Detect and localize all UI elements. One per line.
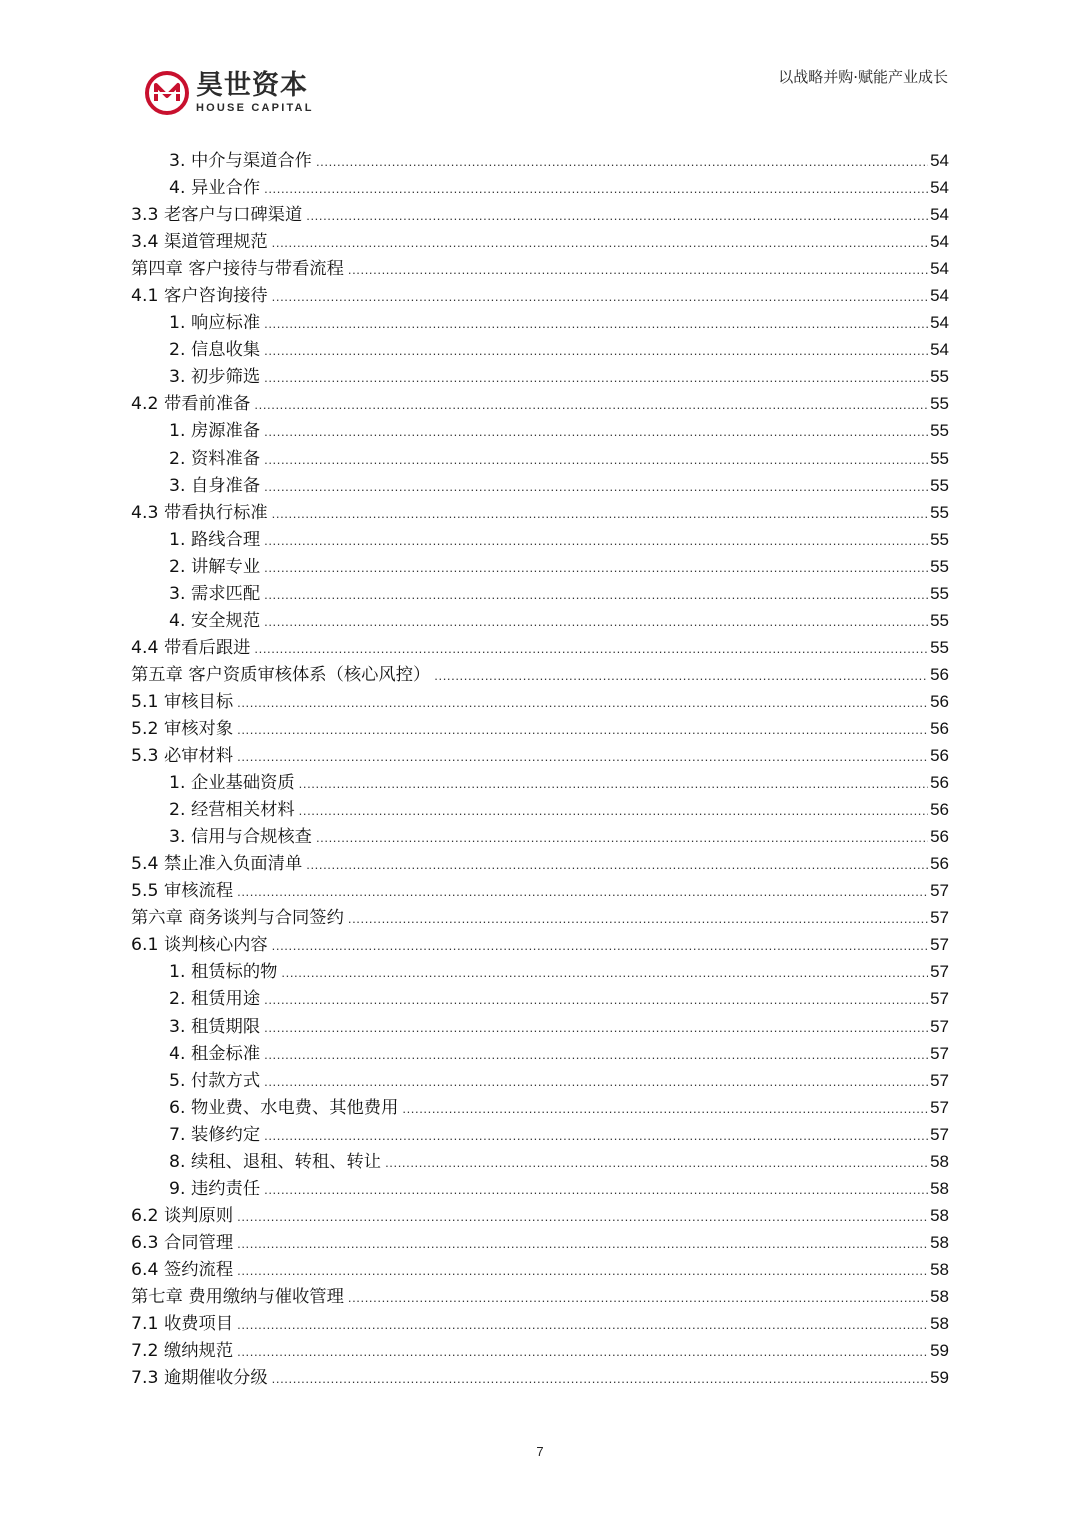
toc-entry-title: 1. 企业基础资质 [169,773,295,794]
toc-dot-leader [264,554,928,581]
toc-entry[interactable] [131,823,949,850]
toc-entry-title: 3. 信用与合规核查 [169,827,312,848]
toc-dot-leader [264,527,928,554]
toc-entry-title: 3.4 渠道管理规范 [131,232,268,253]
toc-entry[interactable] [131,1067,949,1094]
toc-entry-page: 55 [930,637,949,657]
toc-entry[interactable] [131,1310,949,1337]
toc-entry-page: 54 [930,205,949,225]
toc-dot-leader [299,797,928,824]
toc-entry[interactable] [131,1283,949,1310]
toc-entry-page: 57 [930,1097,949,1117]
toc-dot-leader [254,391,928,418]
logo-english-name: HOUSE CAPITAL [196,102,314,114]
toc-entry[interactable] [131,282,949,309]
toc-entry-page: 57 [930,881,949,901]
toc-entry-title: 6.4 签约流程 [131,1259,234,1280]
toc-dot-leader [316,824,928,851]
toc-entry-title: 第六章 商务谈判与合同签约 [131,908,344,929]
toc-dot-leader [237,1338,928,1365]
toc-dot-leader [237,1257,928,1284]
logo-chinese-name: 昊世资本 [196,70,308,101]
toc-entry-page: 57 [930,1124,949,1144]
toc-entry[interactable] [131,309,949,336]
toc-entry-page: 56 [930,746,949,766]
toc-entry-title: 5.4 禁止准入负面清单 [131,854,303,875]
toc-dot-leader [299,770,928,797]
toc-entry-page: 55 [930,556,949,576]
toc-dot-leader [237,743,928,770]
toc-dot-leader [264,1068,928,1095]
toc-entry-page: 58 [930,1151,949,1171]
toc-dot-leader [264,337,928,364]
toc-entry[interactable] [131,1121,949,1148]
toc-entry-title: 7.3 逾期催收分级 [131,1368,268,1389]
toc-entry-title: 第五章 客户资质审核体系（核心风控） [131,664,431,685]
toc-entry-page: 57 [930,962,949,982]
toc-entry[interactable] [131,1202,949,1229]
toc-dot-leader [264,581,928,608]
toc-entry-page: 57 [930,989,949,1009]
toc-entry[interactable] [131,742,949,769]
toc-entry-title: 3. 自身准备 [169,475,261,496]
toc-dot-leader [264,364,928,391]
toc-entry[interactable] [131,580,949,607]
house-capital-logo [144,70,314,116]
toc-entry-title: 6.2 谈判原则 [131,1205,234,1226]
toc-entry-title: 6. 物业费、水电费、其他费用 [169,1097,399,1118]
toc-entry-page: 56 [930,800,949,820]
toc-entry[interactable] [131,1337,949,1364]
header-slogan: 以战略并购·赋能产业成长 [778,68,948,86]
toc-entry[interactable] [131,499,949,526]
toc-dot-leader [264,1041,928,1068]
toc-entry-page: 54 [930,259,949,279]
toc-entry-title: 2. 经营相关材料 [169,800,295,821]
toc-dot-leader [237,878,928,905]
toc-entry[interactable] [131,796,949,823]
toc-dot-leader [264,418,928,445]
toc-entry-page: 54 [930,232,949,252]
toc-entry[interactable] [131,417,949,444]
toc-entry-title: 7.1 收费项目 [131,1314,234,1335]
toc-entry-page: 57 [930,908,949,928]
toc-entry-title: 6.3 合同管理 [131,1232,234,1253]
toc-dot-leader [264,175,928,202]
toc-entry-title: 5.2 审核对象 [131,718,234,739]
toc-dot-leader [272,229,928,256]
toc-entry-title: 4.3 带看执行标准 [131,502,268,523]
toc-dot-leader [316,148,928,175]
toc-dot-leader [272,283,928,310]
toc-entry[interactable] [131,607,949,634]
toc-entry-title: 1. 路线合理 [169,529,261,550]
toc-entry[interactable] [131,688,949,715]
toc-entry-title: 1. 房源准备 [169,421,261,442]
toc-entry-page: 56 [930,691,949,711]
toc-entry-page: 59 [930,1368,949,1388]
toc-dot-leader [237,1311,928,1338]
toc-entry-title: 6.1 谈判核心内容 [131,935,268,956]
toc-dot-leader [237,716,928,743]
toc-entry-title: 3.3 老客户与口碑渠道 [131,205,303,226]
toc-dot-leader [434,662,928,689]
toc-entry-page: 57 [930,1070,949,1090]
toc-entry-title: 4.1 客户咨询接待 [131,286,268,307]
toc-entry-title: 5.5 审核流程 [131,881,234,902]
toc-entry-title: 4.4 带看后跟进 [131,637,251,658]
toc-entry-title: 第四章 客户接待与带看流程 [131,259,344,280]
toc-entry-page: 55 [930,529,949,549]
toc-entry-page: 56 [930,827,949,847]
toc-entry-title: 4. 异业合作 [169,178,261,199]
toc-entry[interactable] [131,1040,949,1067]
toc-entry-page: 59 [930,1341,949,1361]
page-number: 7 [536,1444,544,1459]
toc-entry[interactable] [131,1364,949,1391]
toc-entry-title: 1. 租赁标的物 [169,962,278,983]
toc-entry[interactable] [131,769,949,796]
toc-entry[interactable] [131,877,949,904]
toc-dot-leader [264,1014,928,1041]
toc-entry[interactable] [131,985,949,1012]
toc-entry[interactable] [131,1148,949,1175]
toc-entry-page: 54 [930,340,949,360]
toc-entry-title: 1. 响应标准 [169,313,261,334]
toc-dot-leader [281,959,928,986]
toc-entry-page: 58 [930,1259,949,1279]
toc-entry[interactable] [131,1013,949,1040]
toc-entry[interactable] [131,526,949,553]
toc-entry[interactable] [131,634,949,661]
toc-dot-leader [306,202,928,229]
toc-entry-page: 56 [930,664,949,684]
toc-entry-title: 9. 违约责任 [169,1178,261,1199]
toc-dot-leader [348,256,928,283]
toc-entry-title: 3. 初步筛选 [169,367,261,388]
toc-entry[interactable] [131,228,949,255]
toc-entry-title: 5.3 必审材料 [131,746,234,767]
toc-entry-page: 55 [930,502,949,522]
toc-entry-page: 57 [930,1016,949,1036]
toc-entry-title: 2. 讲解专业 [169,556,261,577]
toc-dot-leader [264,1176,928,1203]
toc-entry-title: 5. 付款方式 [169,1070,261,1091]
toc-entry-title: 3. 中介与渠道合作 [169,151,312,171]
toc-entry[interactable] [131,904,949,931]
table-of-contents [131,147,949,1391]
toc-entry-page: 55 [930,610,949,630]
toc-entry-page: 55 [930,583,949,603]
toc-entry-page: 55 [930,367,949,387]
toc-entry-title: 2. 资料准备 [169,448,261,469]
toc-dot-leader [254,635,928,662]
toc-dot-leader [306,851,928,878]
toc-entry-title: 7. 装修约定 [169,1124,261,1145]
toc-entry[interactable] [131,336,949,363]
toc-entry[interactable] [131,445,949,472]
toc-entry[interactable] [131,661,949,688]
toc-entry-page: 56 [930,773,949,793]
page-header [0,0,1080,130]
toc-dot-leader [348,905,928,932]
toc-entry[interactable] [131,931,949,958]
toc-entry-page: 58 [930,1232,949,1252]
toc-entry-title: 3. 租赁期限 [169,1016,261,1037]
toc-dot-leader [348,1284,928,1311]
toc-entry-title: 3. 需求匹配 [169,583,261,604]
toc-entry-page: 56 [930,854,949,874]
toc-dot-leader [272,500,928,527]
toc-entry-page: 54 [930,286,949,306]
toc-entry-page: 58 [930,1314,949,1334]
toc-dot-leader [264,310,928,337]
toc-dot-leader [237,689,928,716]
toc-entry[interactable] [131,553,949,580]
toc-dot-leader [264,608,928,635]
toc-entry[interactable] [131,1094,949,1121]
toc-dot-leader [264,986,928,1013]
toc-entry-title: 2. 租赁用途 [169,989,261,1010]
toc-entry[interactable] [131,201,949,228]
toc-entry-title: 5.1 审核目标 [131,691,234,712]
toc-entry-title: 2. 信息收集 [169,340,261,361]
toc-entry-title: 4. 安全规范 [169,610,261,631]
toc-dot-leader [264,446,928,473]
toc-entry-title: 8. 续租、退租、转租、转让 [169,1151,382,1172]
toc-entry[interactable] [131,715,949,742]
toc-entry[interactable] [131,390,949,417]
toc-entry[interactable] [131,1175,949,1202]
toc-entry[interactable] [131,1229,949,1256]
toc-entry-title: 4. 租金标准 [169,1043,261,1064]
toc-entry-page: 56 [930,718,949,738]
toc-entry[interactable] [131,174,949,201]
toc-entry[interactable] [131,147,949,174]
toc-entry-page: 58 [930,1178,949,1198]
toc-entry-title: 4.2 带看前准备 [131,394,251,415]
toc-entry[interactable] [131,363,949,390]
toc-entry[interactable] [131,472,949,499]
toc-dot-leader [237,1203,928,1230]
toc-dot-leader [237,1230,928,1257]
toc-entry-page: 54 [930,178,949,198]
toc-entry-page: 57 [930,1043,949,1063]
toc-entry-page: 55 [930,421,949,441]
toc-entry-title: 7.2 缴纳规范 [131,1341,234,1362]
toc-entry-page: 55 [930,394,949,414]
toc-dot-leader [402,1095,928,1122]
toc-entry[interactable] [131,255,949,282]
toc-entry-page: 55 [930,448,949,468]
toc-entry[interactable] [131,850,949,877]
toc-entry-page: 58 [930,1286,949,1306]
toc-dot-leader [385,1149,928,1176]
toc-dot-leader [272,1365,928,1392]
toc-dot-leader [264,473,928,500]
toc-dot-leader [272,932,928,959]
toc-entry-page: 57 [930,935,949,955]
toc-entry[interactable] [131,958,949,985]
toc-entry-title: 第七章 费用缴纳与催收管理 [131,1286,344,1307]
toc-entry-page: 55 [930,475,949,495]
toc-entry-page: 54 [930,313,949,333]
toc-dot-leader [264,1122,928,1149]
toc-entry-page: 58 [930,1205,949,1225]
toc-entry-page: 54 [930,151,949,170]
toc-entry[interactable] [131,1256,949,1283]
logo-mark-icon [144,70,190,116]
